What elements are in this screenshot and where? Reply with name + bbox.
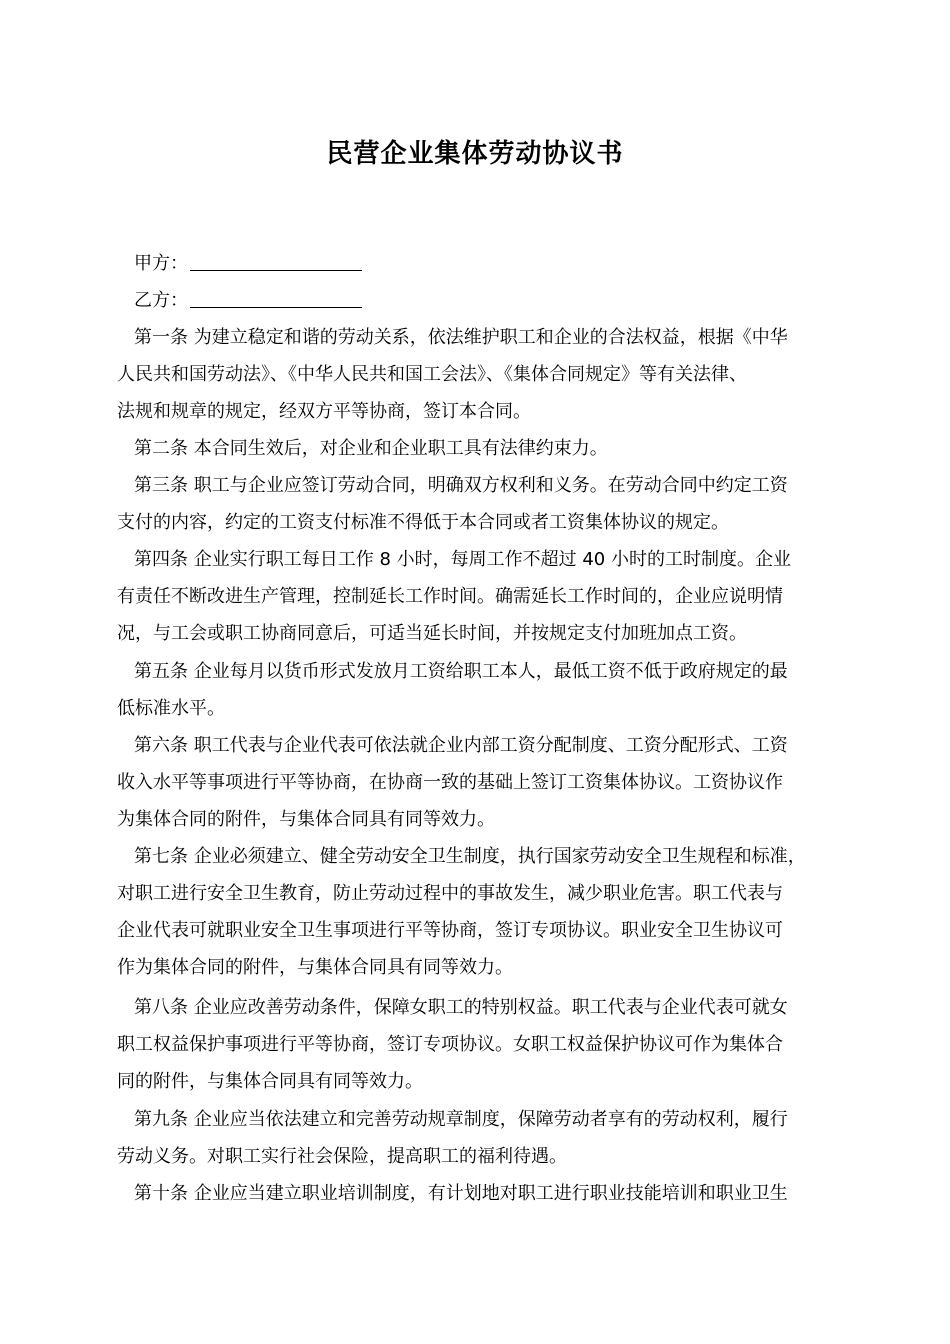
article-5-line-2: 低标准水平。 [117,698,225,719]
article-9-line-1: 第九条 企业应当依法建立和完善劳动规章制度，保障劳动者享有的劳动权利，履行 [134,1109,788,1130]
party-a-blank [190,252,362,271]
document-title: 民营企业集体劳动协议书 [326,139,624,169]
party-a-line [134,250,854,278]
article-4-line-1: 第四条 企业实行职工每日工作 8 小时，每周工作不超过 40 小时的工时制度。企业 [134,549,791,570]
article-8-line-2: 职工权益保护事项进行平等协商，签订专项协议。女职工权益保护协议可作为集体合 [117,1034,783,1055]
article-3-line-2: 支付的内容，约定的工资支付标准不得低于本合同或者工资集体协议的规定。 [117,512,729,533]
article-4-line-3: 况，与工会或职工协商同意后，可适当延长时间，并按规定支付加班加点工资。 [117,623,747,644]
article-9-line-2: 劳动义务。对职工实行社会保险，提高职工的福利待遇。 [117,1146,567,1167]
party-b-line [134,287,854,315]
article-7-line-2: 对职工进行安全卫生教育，防止劳动过程中的事故发生，减少职业危害。职工代表与 [117,883,783,904]
article-3-line-1: 第三条 职工与企业应签订劳动合同，明确双方权利和义务。在劳动合同中约定工资 [134,475,788,496]
article-6-line-2: 收入水平等事项进行平等协商，在协商一致的基础上签订工资集体协议。工资协议作 [117,772,783,793]
article-4-line-2: 有责任不断改进生产管理，控制延长工作时间。确需延长工作时间的，企业应说明情 [117,586,783,607]
article-1-line-1: 第一条 为建立稳定和谐的劳动关系，依法维护职工和企业的合法权益，根据《中华 [134,327,788,348]
article-7-line-4: 作为集体合同的附件，与集体合同具有同等效力。 [117,957,513,978]
party-b-label: 乙方： [134,290,188,311]
article-5-line-1: 第五条 企业每月以货币形式发放月工资给职工本人，最低工资不低于政府规定的最 [134,661,788,682]
article-6-line-3: 为集体合同的附件，与集体合同具有同等效力。 [117,809,495,830]
party-b-blank [190,289,362,308]
article-2-line-1: 第二条 本合同生效后，对企业和企业职工具有法律约束力。 [134,438,608,459]
article-7-line-1: 第七条 企业必须建立、健全劳动安全卫生制度，执行国家劳动安全卫生规程和标准， [134,846,806,867]
article-6-line-1: 第六条 职工代表与企业代表可依法就企业内部工资分配制度、工资分配形式、工资 [134,735,788,756]
article-10-line-1: 第十条 企业应当建立职业培训制度，有计划地对职工进行职业技能培训和职业卫生 [134,1183,788,1204]
article-7-line-3: 企业代表可就职业安全卫生事项进行平等协商，签订专项协议。职业安全卫生协议可 [117,920,783,941]
article-1-line-2: 人民共和国劳动法》、《中华人民共和国工会法》、《集体合同规定》等有关法律、 [117,364,747,385]
article-8-line-1: 第八条 企业应改善劳动条件，保障女职工的特别权益。职工代表与企业代表可就女 [134,997,788,1018]
party-a-label: 甲方： [134,253,188,274]
article-8-line-3: 同的附件，与集体合同具有同等效力。 [117,1071,423,1092]
article-1-line-3: 法规和规章的规定，经双方平等协商，签订本合同。 [117,401,531,422]
